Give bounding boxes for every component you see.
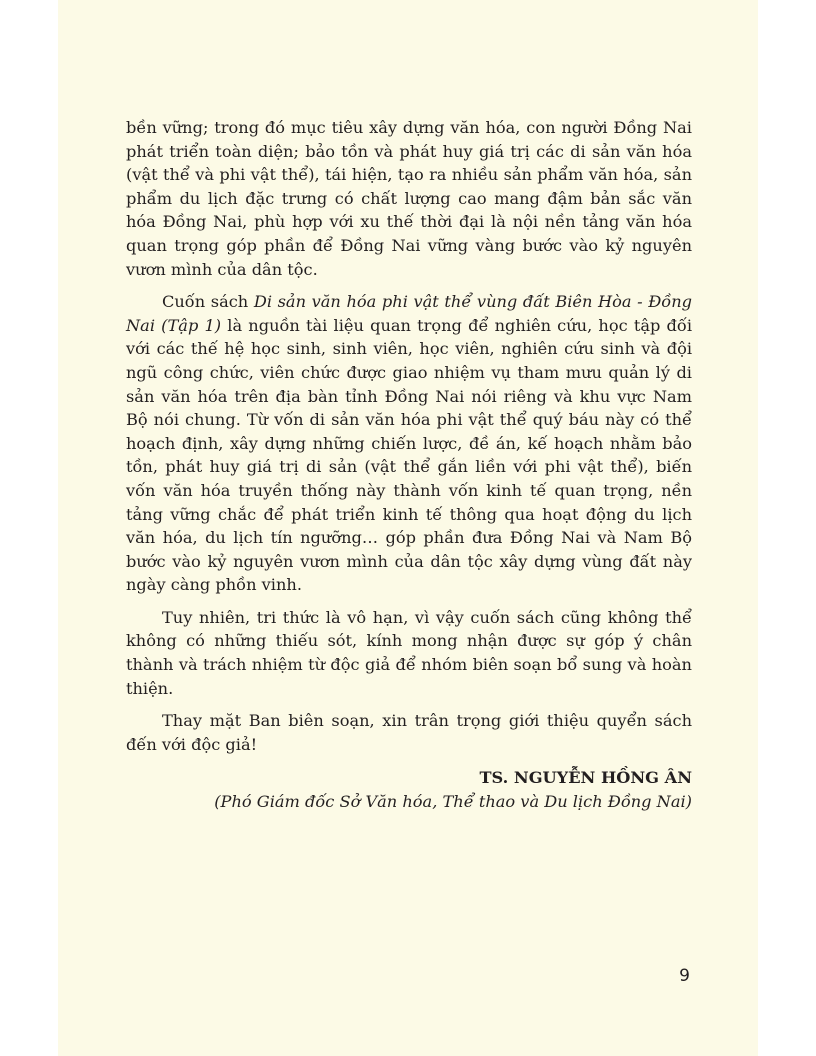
page-number: 9	[679, 966, 690, 986]
body-text	[126, 116, 692, 814]
paragraph-book-description	[126, 290, 692, 597]
paragraph-lead: Cuốn sách	[162, 292, 254, 312]
paragraph-closing: Thay mặt Ban biên soạn, xin trân trọng giới thiệu quyển sách đến với độc giả!	[126, 711, 692, 754]
signature-name: TS. NGUYỄN HỒNG ÂN	[479, 768, 692, 788]
paragraph-continuation: bền vững; trong đó mục tiêu xây dựng văn hóa, con người Đồng Nai phát triển toàn diện; bảo tồn và phát huy giá trị các di sản văn hóa (vật thể và phi vật thể), tái hiện, tạo ra nhiều sản phẩm văn hóa, sản phẩm du lịch đặc trưng có chất lượng cao mang đậm bản sắc văn hóa Đồng Nai, phù hợp với xu thế thời đại là nội nền tảng văn hóa quan trọng góp phần để Đồng Nai vững vàng bước vào kỷ nguyên vươn mình của dân tộc.	[126, 118, 692, 279]
paragraph-acknowledgement: Tuy nhiên, tri thức là vô hạn, vì vậy cuốn sách cũng không thể không có những thiếu sót, kính mong nhận được sự góp ý chân thành và trách nhiệm từ độc giả để nhóm biên soạn bổ sung và hoàn thiện.	[126, 607, 692, 698]
signature-block	[126, 766, 692, 813]
paragraph-rest: là nguồn tài liệu quan trọng để nghiên cứu, học tập đối với các thế hệ học sinh, sinh viên, học viên, nghiên cứu sinh và đội ngũ công chức, viên chức được giao nhiệm vụ tham mưu quản lý di sản văn hóa trên địa bàn tỉnh Đồng Nai nói riêng và khu vực Nam Bộ nói chung. Từ vốn di sản văn hóa phi vật thể quý báu này có thể hoạch định, xây dựng những chiến lược, đề án, kế hoạch nhằm bảo tồn, phát huy giá trị di sản (vật thể gắn liền với phi vật thể), biến vốn văn hóa truyền thống này thành vốn kinh tế quan trọng, nền tảng vững chắc để phát triển kinh tế thông qua hoạt động du lịch văn hóa, du lịch tín ngưỡng… góp phần đưa Đồng Nai và Nam Bộ bước vào kỷ nguyên vươn mình của dân tộc xây dựng vùng đất này ngày càng phồn vinh.	[126, 315, 692, 595]
signature-role: (Phó Giám đốc Sở Văn hóa, Thể thao và Du lịch Đồng Nai)	[214, 792, 692, 812]
book-title: Di sản văn hóa phi vật thể vùng đất Biên Hòa - Đồng Nai (Tập 1)	[126, 292, 692, 335]
book-page	[58, 0, 758, 1056]
